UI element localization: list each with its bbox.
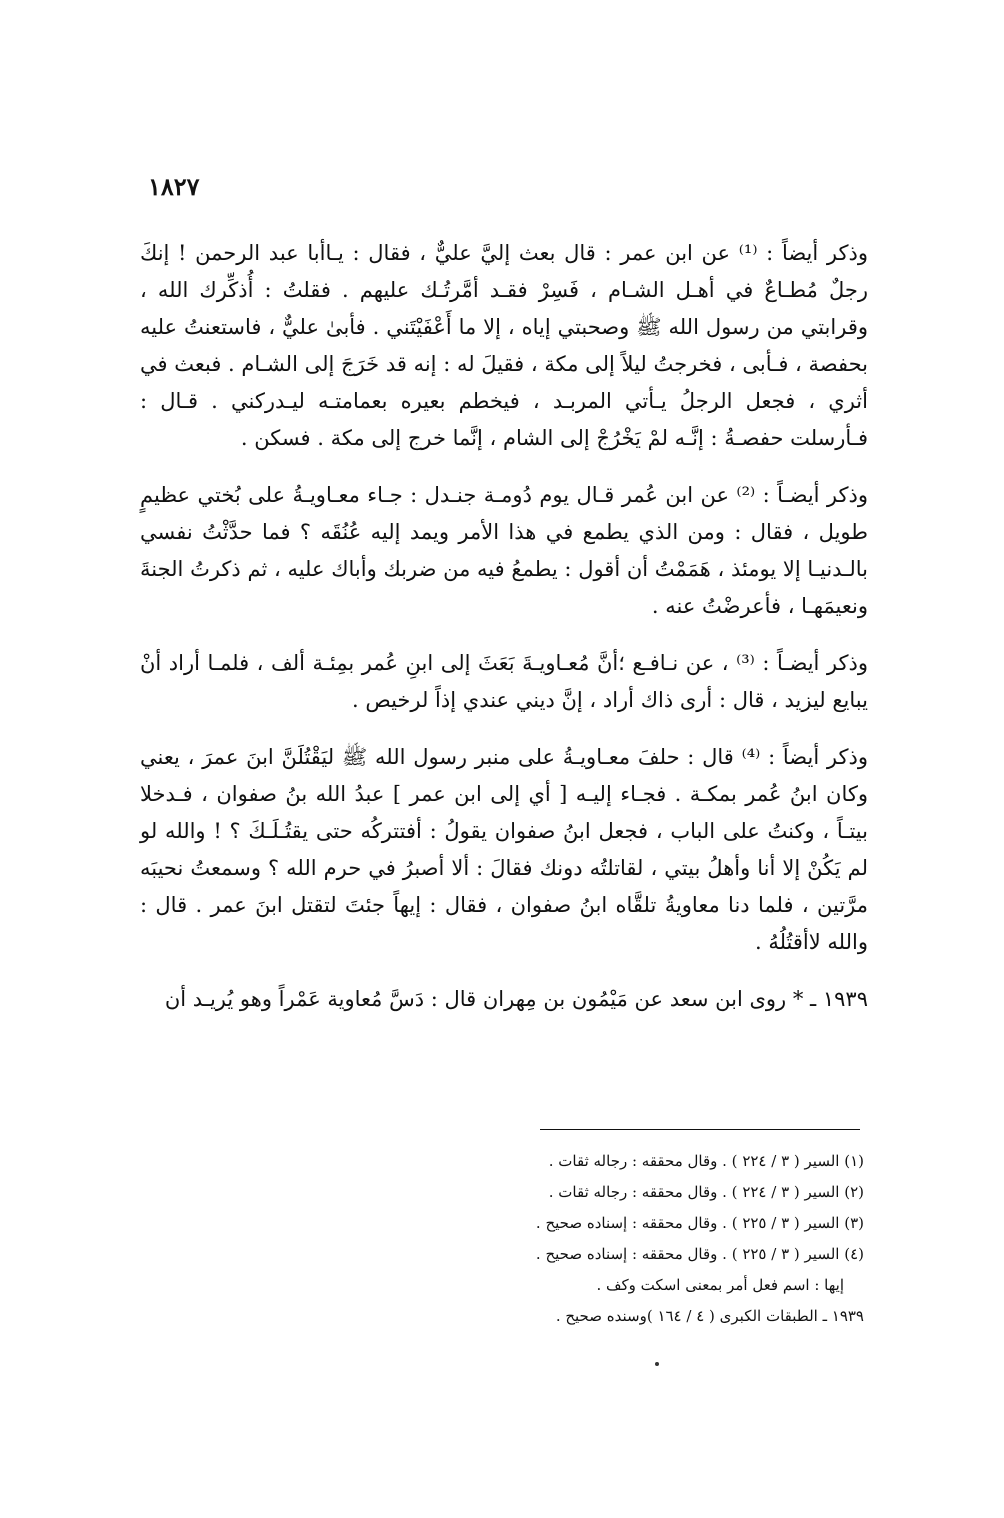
paragraph: ١٩٣٩ ـ * روى ابن سعد عن مَيْمُون بن مِهران قال : دَسَّ مُعاوية عَمْراً وهو يُريـد أن: [164, 987, 868, 1011]
footnote: (٤) السير ( ٣ / ٢٢٥ ) . وقال محققه : إسناده صحيح .: [535, 1245, 864, 1263]
paragraph: وذكر أيضـاً : ⁽²⁾ عن ابن عُمر قـال يوم دُومـة جنـدل : جـاء معـاويـةُ على بُختي عظيمٍ طويل ، فقال : ومن الذي يطمع في هذا الأمر ويمد إليه عُنُقَه ؟ فما حدَّثْتُ نفسي بالـدنيـا إلا يومئذ ، هَمَمْتُ أن أقول : يطمعُ فيه من ضربك وأباك عليه ، ثم ذكرتُ الجنةَ ونعيمَهـا ، فأعرضْتُ عنه .: [140, 483, 869, 618]
footnote-divider: [540, 1129, 860, 1130]
footnote: (٣) السير ( ٣ / ٢٢٥ ) . وقال محققه : إسناده صحيح .: [535, 1214, 864, 1232]
page-number: ١٨٢٧: [148, 172, 200, 201]
footnote-gloss: إيها : اسم فعل أمر بمعنى اسكت وكف .: [596, 1276, 844, 1294]
footnote: ١٩٣٩ ـ الطبقات الكبرى ( ٤ / ١٦٤ )وسنده صحيح .: [555, 1307, 864, 1325]
paragraph: وذكر أيضـاً : ⁽³⁾ ، عن نـافـع ؛أنَّ مُعـاويـةَ بَعَثَ إلى ابنِ عُمر بمِئـة ألف ، فلمـا أراد أنْ يبايع ليزيد ، قال : أرى ذاك أراد ، إنَّ ديني عندي إذاً لرخيص .: [140, 651, 868, 712]
page-mark-dot: [655, 1362, 659, 1366]
footnote: (٢) السير ( ٣ / ٢٢٤ ) . وقال محققه : رجاله ثقات .: [548, 1183, 864, 1201]
body-text: [140, 235, 868, 1018]
footnote: (١) السير ( ٣ / ٢٢٤ ) . وقال محققه : رجاله ثقات .: [548, 1152, 864, 1170]
footnotes: [480, 1146, 864, 1332]
paragraph: وذكر أيضاً : ⁽¹⁾ عن ابن عمر : قال بعث إليَّ عليٌّ ، فقال : يـاأبا عبد الرحمن ! إنكَ رجلٌ مُطـاعٌ في أهـل الشـام ، فَسِرْ فقـد أمَّرتُـك عليهم . فقلتُ : أُذكِّرك الله ، وقرابتي من رسول الله ﷺ وصحبتي إياه ، إلا ما أَعْفَيْتَني . فأبىٰ عليٌّ ، فاستعنتُ عليه بحفصة ، فـأبى ، فخرجتُ ليلاً إلى مكة ، فقيلَ له : إنه قد خَرَجَ إلى الشـام . فبعث في أثري ، فجعل الرجلُ يـأتي المربـد ، فيخطم بعيره بعمامتـه ليـدركني . قـال : فـأرسلت حفصـةُ : إنَّـه لمْ يَخْرُجْ إلى الشام ، إنَّما خرج إلى مكة . فسكن .: [140, 241, 868, 450]
paragraph: وذكر أيضاً : ⁽⁴⁾ قال : حلفَ معـاويـةُ على منبر رسول الله ﷺ ليَقْتُلَنَّ ابنَ عمرَ ، يعني وكان ابنُ عُمر بمكـة . فجـاء إليـه [ أي إلى ابن عمر ] عبدُ الله بنُ صفوان ، فـدخلا بيتـاً ، وكنتُ على الباب ، فجعل ابنُ صفوان يقولُ : أفتتركُه حتى يقتُـلَـكَ ؟ ! والله لو لم يَكُنْ إلا أنا وأهلُ بيتي ، لقاتلتُه دونك فقالَ : ألا أصبرُ في حرم الله ؟ وسمعتُ نحيبَه مرَّتين ، فلما دنا معاويةُ تلقَّاه ابنُ صفوان ، فقال : إيهاً جئتَ لتقتل ابنَ عمر . قال : والله لاأقتُلُهُ .: [140, 745, 869, 954]
